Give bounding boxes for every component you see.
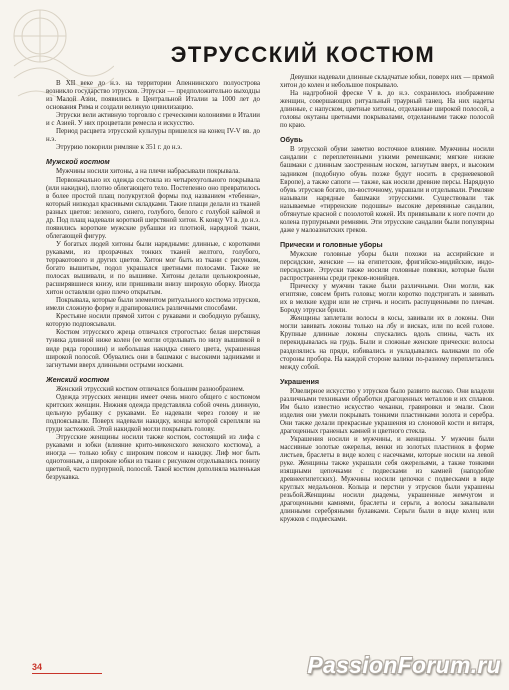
body-paragraph: Крестьяне носили прямой хитон с рукавами и свободную рубашку, которую подпоясывали. — [46, 313, 260, 329]
body-paragraph: На надгробной фреске V в. до н.э. сохранилось изображение женщин, совершающих ритуальный траурный танец. На них надеты длинные, с напуском, цветные хитоны, отделанные широкой полосой, а головы окутаны цветными покрывалами, отделанными также полосой по краю. — [280, 90, 494, 130]
site-watermark: PassionForum.ru — [307, 652, 501, 678]
section-heading-womens-costume: Женский костюм — [46, 374, 110, 384]
body-paragraph: Женский этрусский костюм отличался большим разнообразием. — [56, 385, 245, 393]
section-heading-jewelry: Украшения — [280, 376, 320, 386]
left-column — [46, 80, 260, 482]
section-heading-mens-costume: Мужской костюм — [46, 157, 110, 167]
body-paragraph: Девушки надевали длинные складчатые юбки, поверх них — прямой хитон до колен и небольшое покрывало. — [280, 74, 494, 90]
body-paragraph: Костюм этрусского жреца отличался строгостью: белая шерстяная туника длинной ниже колен (ее могли отделывать по низу вышивкой в виде ряда горошин) и небольшая накидка синего цвета, украшенная широкой полосой. Обувались они в башмаки с высокими задниками и загнутыми вверх длинными острыми носками. — [46, 329, 260, 369]
body-paragraph: У богатых людей хитоны были нарядными: длинные, с короткими рукавами, из прозрачных тонких тканей желтого, голубого, терракотового и других цветов. Хитон мог быть из ткани с рисунком, богато вышитым, подол украшался цветными полосами. Также не полосах вышивали, и по вышивке. Хитоны делали цельнокроеные, расширявшиеся книзу, или пришивали внизу широкую оборку. Иногда хитон оставляли одно плечо открытым. — [46, 240, 260, 297]
body-paragraph: Мужчины носили хитоны, а на плечи набрасывали покрывала. — [56, 168, 241, 176]
body-paragraph: Этрусские женщины носили также костюм, состоящий из лифа с рукавами и юбки (влияние крито-микенского женского костюма), а иногда — только юбку с широким поясом и накидку. Лиф мог быть однотонным, а широкие юбки из ткани с рисунком отделывались понизу цветной, часто пурпурной, полосой. Такой костюм дополняла маленькая безрукавка. — [46, 433, 260, 482]
page-number: 34 — [32, 662, 43, 672]
body-paragraph: Покрывала, которые были элементом ритуального костюма этрусков, имели сложную форму и драпировались различными способами. — [46, 297, 260, 313]
body-paragraph: Украшения носили и мужчины, и женщины. У мужчин были массивные золотые ожерелья, венки из золотых пластинок в форме листьев, браслеты в виде колец с насечками, которые носили на левой руке. Женщины также украшали себя ожерельями, а также тонкими изящными цепочками с подвесками из камней (наподобие древнеегипетских). Мужчины носили цепочки с подвесками в виде круглых медальонов. Кольца и перстни у этрусков были украшены резьбой.Женщины носили диадемы, украшенные жемчугом и драгоценными камнями, браслеты и серьги, а волосы закалывали длинными серебряными булавками. Серьги были в виде колец или кружков с подвесками. — [280, 435, 494, 524]
body-paragraph: Ювелирное искусство у этрусков было развито высоко. Они владели различными техниками обработки драгоценных металлов и их сплавов. Им было известно искусство чеканки, гравировки и эмали. Свои изделия они умели покрывать тонкими пластинками золота и серебра. Они также делали прекрасные украшения из слоновой кости и янтаря, драгоценных граненых камней и цветного стекла. — [280, 387, 494, 435]
body-paragraph: Мужские головные уборы были похожи на ассирийские и персидские, женские — на египетские, фригийско-мидийские, индо-персидские. Этруски также носили головные повязки, которые были распространены среди греков-ионийцев. — [280, 250, 494, 283]
section-heading-hairstyles: Прически и головные уборы — [280, 239, 383, 249]
body-paragraph: В этрусской обуви заметно восточное влияние. Мужчины носили сандалии с переплетенными узкими ремешками; мягкие низкие башмаки с длинным заостренным носком, загнутым вверх, и высоким задником (подобную обувь позже будут носить в средневековой Европе), а также сапоги — также, как носили древние персы. Нарядную обувь этрусков богато, по-восточному, украшали и отделывали. Римляне называли нарядные башмаки этрусскими. Существовали так называемые «тирренские подошвы» высокие деревянные сандалии, обтянутые красной с позолотой кожей. Их привязывали к ноге почти до колена пурпурными ремнями. Эти этрусские сандалии были популярны даже у малоазиатских греков. — [280, 146, 494, 234]
intro-paragraph: В XII веке до н.э. на территории Апеннинского полуострова возникло государство этрусков. Этруски — предположительно выходцы из Малой Азии, появились в Центральной Италии за 1000 лет до основания Рима и создали великую цивилизацию. — [46, 80, 260, 112]
intro-paragraph: Этрурию покорили римляне к 351 г. до н.э. — [56, 144, 182, 152]
right-column — [280, 74, 494, 524]
intro-paragraph: Этруски вели активную торговлю с греческими колониями в Италии и с Азией. У них процветали ремесла и искусство. — [46, 112, 260, 128]
body-paragraph: Одежда этрусских женщин имеет очень много общего с костюмом критских женщин. Нижняя одежда представляла собой очень длинную, цельную рубашку с рукавами. Ее надевали через голову и не подпоясывали. Поверх надевали накидку, концы которой скрепляли на груди застежкой. Этой накидкой могли покрывать голову. — [46, 393, 260, 433]
body-paragraph: Прическу у мужчин также были различными. Они могли, как египтяне, совсем брить головы; могли коротко подстригать и завивать их в мелкие кудри или не стричь и носить распущенными по плечам. Бороду этруски брили. — [280, 283, 494, 315]
article-title: ЭТРУССКИЙ КОСТЮМ — [170, 42, 436, 67]
body-paragraph: Женщины заплетали волосы в косы, завивали их в локоны. Они могли завивать локоны только на лбу и висках, или по всей голове. Крупные длинные локоны спускались вдоль спины, часть их перекидывалась на грудь. Были и сложные женские прически: волосы разделялись на пряди, взбивались и укладывались валиками по обе стороны пробора. На каждой стороне валики по-разному переплетались между собой. — [280, 315, 494, 371]
intro-paragraph: Период расцвета этрусской культуры пришелся на конец IV-V вв. до н.э. — [46, 128, 260, 144]
page-number-rule — [32, 673, 102, 674]
section-heading-shoes: Обувь — [280, 135, 303, 145]
body-paragraph: Первоначально их одежда состояла из четырехугольного покрывала (или накидки), плотно облегающего тело. Постепенно оно превратилось в более простой плащ полукруглой формы под названием «тебенна», который низкодал красивыми складками. Такие плащи делали из тканей разных цветов: зеленого, синего, голубого, белого с голубой каймой и др. Под плащ надевали короткий шерстяной хитон. К концу VI в. до н.э. появились короткие мужские рубашки из плотной, нарядной ткани, облегающей фигуру. — [46, 176, 260, 240]
